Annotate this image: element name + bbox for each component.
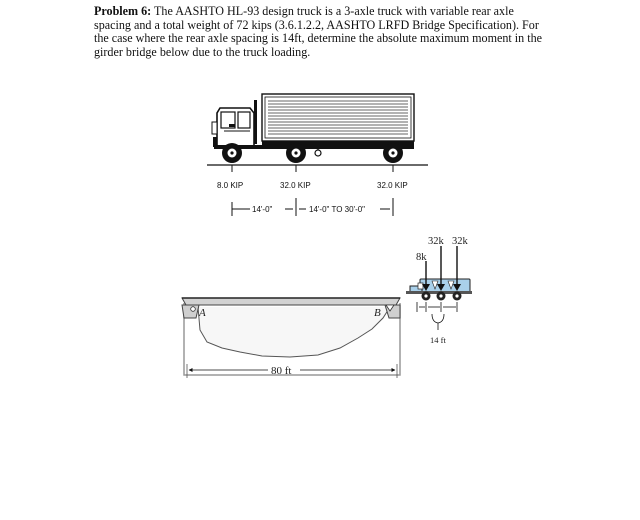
span-length-label: 80 ft bbox=[271, 365, 292, 377]
rear-axle-spacing: 14'-0" TO 30'-0" bbox=[309, 205, 366, 214]
load-32k-label-1: 32k bbox=[428, 236, 444, 247]
axle-load-rear: 32.0 KIP bbox=[377, 181, 408, 190]
front-axle-spacing: 14'-0" bbox=[252, 205, 273, 214]
axle-load-front: 8.0 KIP bbox=[217, 181, 244, 190]
problem-label: Problem 6: bbox=[94, 4, 152, 18]
design-truck-drawing bbox=[207, 94, 428, 172]
truck-spacing-label: 14 ft bbox=[430, 335, 446, 345]
span-dimension bbox=[187, 364, 397, 378]
support-b-label: B bbox=[374, 307, 381, 319]
load-8k-label: 8k bbox=[416, 252, 427, 263]
problem-text: The AASHTO HL-93 design truck is a 3-axle truck with variable rear axle spacing and a total weight of 72 kips (3.6.1.2.2, AASHTO LRFD Bridge Specification). For the case where the rear axle spacing is 14ft, determine the absolute maximum moment in the girder bridge below due to the truck loading. bbox=[94, 4, 542, 59]
axle-load-drive: 32.0 KIP bbox=[280, 181, 311, 190]
bridge-drawing bbox=[182, 298, 400, 375]
load-32k-label-2: 32k bbox=[452, 236, 468, 247]
support-a-label: A bbox=[199, 307, 206, 319]
